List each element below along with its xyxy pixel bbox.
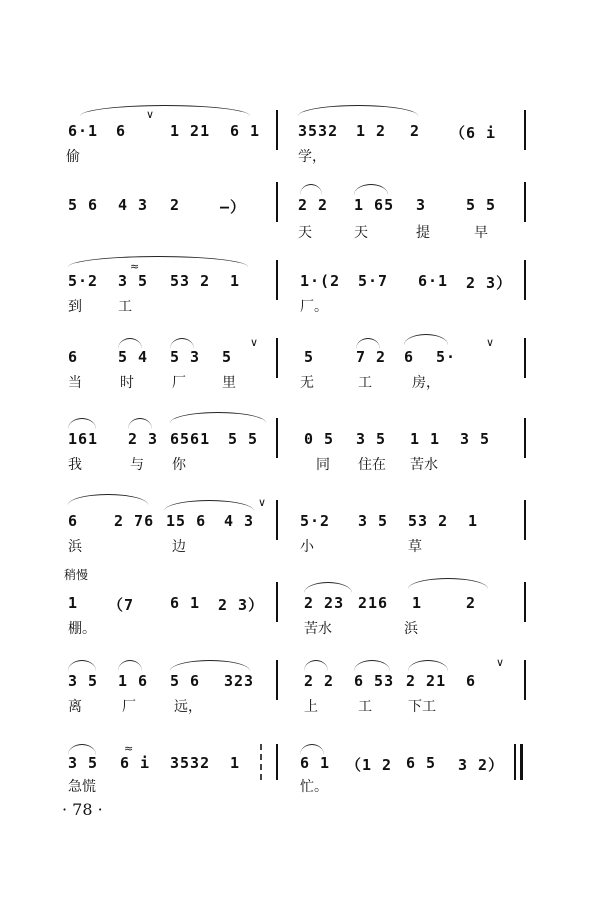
barline: [276, 338, 278, 378]
lyric: 草: [408, 539, 422, 555]
note-group: 3 5: [68, 672, 99, 690]
note-group: 216: [358, 594, 389, 612]
barline: [276, 582, 278, 622]
note-group: 6: [116, 122, 127, 140]
lyric: 偷: [66, 149, 80, 165]
barline-end: [520, 744, 523, 780]
score-row-3: [0, 252, 600, 332]
note-group: 3 5: [68, 754, 99, 772]
slur: [118, 660, 142, 671]
slur: [404, 334, 448, 345]
slur: [298, 105, 418, 116]
slur: [354, 660, 390, 671]
note-group: 1 65: [354, 196, 395, 214]
score-row-4: [0, 334, 600, 414]
note-group: 1 21: [170, 122, 211, 140]
note-group: 4 3: [118, 196, 149, 214]
lyric: 我: [68, 457, 82, 473]
lyric: 住在: [358, 457, 386, 473]
lyric: 苦水: [304, 621, 332, 637]
note-group: （7: [108, 596, 135, 614]
lyric: 时: [120, 375, 134, 391]
slur: [300, 184, 322, 195]
note-group: 161: [68, 430, 99, 448]
score-row-8: [0, 652, 600, 732]
barline: [524, 582, 526, 622]
note-group: 0 5: [304, 430, 335, 448]
note-group: 5: [222, 348, 233, 366]
barline: [524, 260, 526, 300]
ornament-mark: ≈: [130, 260, 140, 273]
page-number: · 78 ·: [62, 800, 103, 819]
lyric: 下工: [408, 699, 436, 715]
barline: [524, 182, 526, 222]
lyric: 工: [358, 699, 372, 715]
breath-mark: ∨: [146, 108, 155, 121]
note-group: 53 2: [170, 272, 211, 290]
note-group: –）: [220, 198, 247, 216]
note-group: 15 6: [166, 512, 207, 530]
lyric: 房，: [412, 375, 440, 391]
slur: [304, 582, 352, 593]
note-group: 2 3: [128, 430, 159, 448]
note-group: 5·: [436, 348, 457, 366]
slur: [408, 578, 488, 589]
lyric: 远，: [174, 699, 202, 715]
note-group: 5·7: [358, 272, 389, 290]
note-group: 2: [410, 122, 421, 140]
note-group: 2 3）: [466, 274, 513, 292]
note-group: 53 2: [408, 512, 449, 530]
lyric: 棚。: [68, 621, 96, 637]
lyric: 同: [316, 457, 330, 473]
note-group: 6: [466, 672, 477, 690]
note-group: 6 1: [170, 594, 201, 612]
lyric: 当: [68, 375, 82, 391]
lyric: 里: [222, 375, 236, 391]
barline: [276, 182, 278, 222]
slur: [68, 256, 248, 267]
note-group: 2: [170, 196, 181, 214]
note-group: 5: [304, 348, 315, 366]
lyric: 早: [474, 225, 488, 241]
note-group: （6 i: [450, 124, 497, 142]
note-group: 2 21: [406, 672, 447, 690]
note-group: 1: [230, 272, 241, 290]
note-group: 5·2: [300, 512, 331, 530]
note-group: 6561: [170, 430, 211, 448]
note-group: 5 5: [466, 196, 497, 214]
lyric: 无: [300, 375, 314, 391]
barline: [276, 110, 278, 150]
lyric: 厂。: [300, 299, 328, 315]
score-row-2: [0, 178, 600, 258]
note-group: 1 1: [410, 430, 441, 448]
slur: [68, 660, 96, 671]
score-row-6: [0, 490, 600, 570]
slur: [304, 660, 328, 671]
barline: [524, 660, 526, 700]
note-group: 2 3）: [218, 596, 265, 614]
note-group: 6 1: [230, 122, 261, 140]
lyric: 天: [298, 225, 312, 241]
barline: [524, 418, 526, 458]
note-group: 1: [412, 594, 423, 612]
note-group: 3 5: [118, 272, 149, 290]
slur: [170, 660, 250, 671]
tempo-marking: 稍慢: [64, 568, 89, 582]
note-group: 6·1: [68, 122, 99, 140]
slur: [68, 494, 148, 505]
note-group: 2 2: [298, 196, 329, 214]
lyric: 厂: [122, 699, 136, 715]
note-group: 6 5: [406, 754, 437, 772]
barline: [276, 500, 278, 540]
lyric: 浜: [68, 539, 82, 555]
lyric: 学，: [298, 149, 326, 165]
barline: [524, 500, 526, 540]
lyric: 急慌: [68, 779, 96, 795]
note-group: 3 5: [356, 430, 387, 448]
note-group: 1 2: [356, 122, 387, 140]
barline: [276, 744, 278, 780]
breath-mark: ∨: [258, 496, 267, 509]
lyric: 工: [358, 375, 372, 391]
note-group: 5 3: [170, 348, 201, 366]
note-group: 5 6: [170, 672, 201, 690]
note-group: 3532: [170, 754, 211, 772]
lyric: 工: [118, 299, 132, 315]
note-group: 4 3: [224, 512, 255, 530]
lyric: 你: [172, 457, 186, 473]
barline: [514, 744, 516, 780]
lyric: 小: [300, 539, 314, 555]
note-group: 6 1: [300, 754, 331, 772]
barline: [276, 660, 278, 700]
note-group: 3 5: [358, 512, 389, 530]
slur: [170, 412, 266, 423]
note-group: 3: [416, 196, 427, 214]
note-group: 2 23: [304, 594, 345, 612]
lyric: 天: [354, 225, 368, 241]
note-group: 2: [466, 594, 477, 612]
lyric: 与: [130, 457, 144, 473]
lyric: 厂: [172, 375, 186, 391]
note-group: 6: [404, 348, 415, 366]
note-group: 5 4: [118, 348, 149, 366]
note-group: 6: [68, 512, 79, 530]
barline: [276, 418, 278, 458]
score-row-5: [0, 412, 600, 492]
note-group: 7 2: [356, 348, 387, 366]
lyric: 上: [304, 699, 318, 715]
slur: [164, 500, 254, 511]
note-group: 3 2）: [458, 756, 505, 774]
barline: [524, 110, 526, 150]
lyric: 离: [68, 699, 82, 715]
barline: [276, 260, 278, 300]
note-group: 1: [68, 594, 79, 612]
slur: [80, 105, 250, 116]
note-group: 1 6: [118, 672, 149, 690]
slur: [408, 660, 448, 671]
note-group: 1: [230, 754, 241, 772]
note-group: （1 2: [346, 756, 393, 774]
score-row-1: [0, 100, 600, 180]
score-row-9: [0, 730, 600, 810]
breath-mark: ∨: [496, 656, 505, 669]
slur: [354, 184, 388, 195]
lyric: 浜: [404, 621, 418, 637]
barline-dashed: [260, 744, 262, 780]
lyric: 到: [68, 299, 82, 315]
ornament-mark: ≈: [124, 742, 134, 755]
note-group: 2 76: [114, 512, 155, 530]
note-group: 5·2: [68, 272, 99, 290]
lyric: 提: [416, 225, 430, 241]
note-group: 3532: [298, 122, 339, 140]
score-row-7: [0, 566, 600, 646]
note-group: 5 5: [228, 430, 259, 448]
lyric: 边: [172, 539, 186, 555]
note-group: 6 53: [354, 672, 395, 690]
note-group: 3 5: [460, 430, 491, 448]
note-group: 6·1: [418, 272, 449, 290]
slur: [128, 418, 152, 429]
note-group: 323: [224, 672, 255, 690]
note-group: 5 6: [68, 196, 99, 214]
slur: [68, 418, 96, 429]
note-group: 6: [68, 348, 79, 366]
barline: [524, 338, 526, 378]
lyric: 苦水: [410, 457, 438, 473]
lyric: 忙。: [300, 779, 328, 795]
breath-mark: ∨: [486, 336, 495, 349]
note-group: 1·(2: [300, 272, 341, 290]
breath-mark: ∨: [250, 336, 259, 349]
note-group: 2 2: [304, 672, 335, 690]
note-group: 1: [468, 512, 479, 530]
note-group: 6 i: [120, 754, 151, 772]
